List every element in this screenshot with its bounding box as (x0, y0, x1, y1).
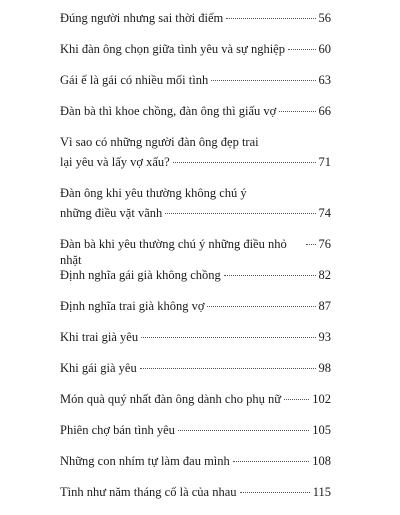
entry-page-number: 108 (312, 454, 331, 468)
dot-leader (211, 80, 315, 81)
entry-title: Tình như năm tháng cố là của nhau (60, 485, 237, 499)
dot-leader (140, 368, 316, 369)
toc-entry[interactable] (60, 134, 331, 170)
entry-page-number: 71 (318, 155, 331, 169)
entry-page-number: 93 (318, 330, 331, 344)
entry-page-number: 115 (312, 485, 331, 499)
entry-title: Khi trai già yêu (60, 330, 139, 344)
entry-page-number: 56 (318, 11, 331, 25)
entry-title: Gái ế là gái có nhiều mối tình (60, 73, 209, 87)
dot-leader (165, 213, 315, 214)
entry-page-number: 66 (318, 104, 331, 118)
entry-page-number: 105 (312, 423, 331, 437)
dot-leader (226, 18, 315, 19)
dot-leader (173, 162, 316, 163)
dot-leader (288, 49, 316, 50)
entry-title-line2: lại yêu và lấy vợ xấu? (60, 155, 170, 169)
entry-title: Đúng người nhưng sai thời điểm (60, 11, 224, 25)
toc-entry[interactable] (60, 484, 331, 500)
toc-entry[interactable] (60, 422, 331, 438)
entry-page-number: 82 (318, 268, 331, 282)
dot-leader (233, 461, 309, 462)
entry-title: Khi gái già yêu (60, 361, 137, 375)
entry-title-line2: những điều vặt vãnh (60, 206, 163, 220)
toc-entry[interactable] (60, 360, 331, 376)
toc-entry[interactable] (60, 267, 331, 283)
toc-entry[interactable] (60, 10, 331, 26)
entry-title: Phiên chợ bán tình yêu (60, 423, 175, 437)
entry-title-line1: Vì sao có những người đàn ông đẹp trai (60, 135, 259, 149)
entry-title: Định nghĩa trai già không vợ (60, 299, 205, 313)
toc-entry[interactable] (60, 72, 331, 88)
entry-page-number: 63 (318, 73, 331, 87)
toc-entry[interactable] (60, 185, 331, 221)
toc-entry[interactable] (60, 453, 331, 469)
toc-entry[interactable] (60, 329, 331, 345)
dot-leader (224, 275, 316, 276)
table-of-contents (60, 10, 331, 515)
entry-page-number: 102 (312, 392, 331, 406)
entry-title: Khi đàn ông chọn giữa tình yêu và sự nghiệp (60, 42, 285, 56)
entry-page-number: 60 (318, 42, 331, 56)
toc-entry[interactable] (60, 41, 331, 57)
toc-entry[interactable] (60, 103, 331, 119)
entry-page-number: 76 (318, 237, 331, 251)
dot-leader (279, 111, 315, 112)
entry-title: Đàn bà thì khoe chồng, đàn ông thì giấu vợ (60, 104, 277, 118)
dot-leader (141, 337, 315, 338)
toc-entry[interactable] (60, 236, 331, 267)
dot-leader (178, 430, 309, 431)
entry-title: Những con nhím tự làm đau mình (60, 454, 230, 468)
entry-page-number: 87 (318, 299, 331, 313)
dot-leader (240, 492, 310, 493)
dot-leader (306, 244, 316, 245)
entry-title: Món quà quý nhất đàn ông dành cho phụ nữ (60, 392, 281, 406)
entry-page-number: 98 (318, 361, 331, 375)
entry-title: Đàn bà khi yêu thường chú ý những điều nhỏ nhặt (60, 237, 287, 267)
entry-title: Định nghĩa gái già không chồng (60, 268, 221, 282)
dot-leader (207, 306, 315, 307)
entry-title-line1: Đàn ông khi yêu thường không chú ý (60, 186, 247, 200)
toc-entry[interactable] (60, 391, 331, 407)
entry-page-number: 74 (318, 206, 331, 220)
dot-leader (284, 399, 309, 400)
toc-entry[interactable] (60, 298, 331, 314)
